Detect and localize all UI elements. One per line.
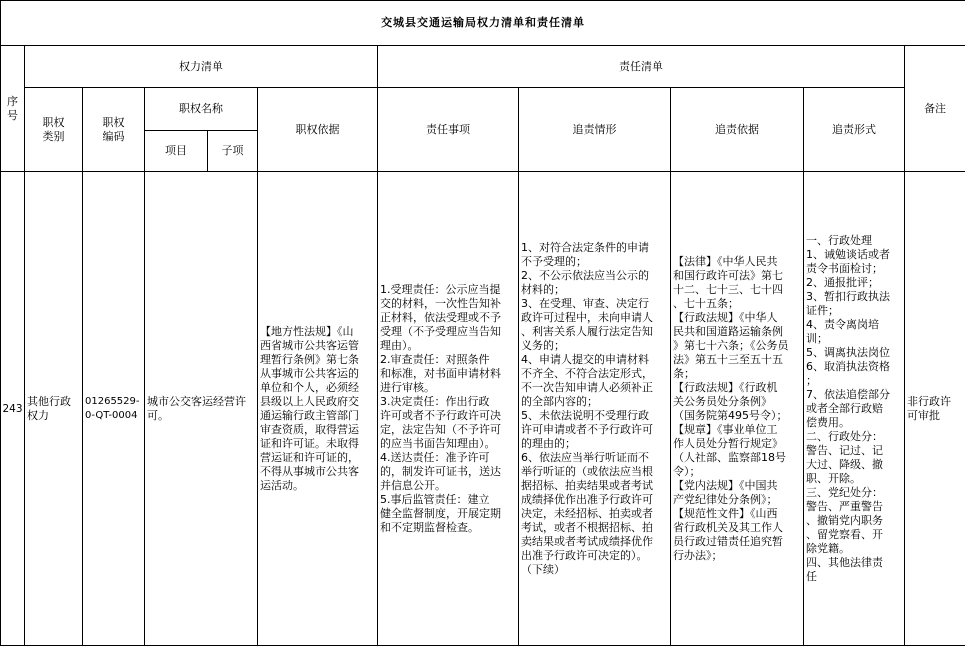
header-item: 项目 [145,131,208,172]
header-duty: 责任事项 [378,88,519,172]
cell-accountability-basis: 【法律】《中华人民共 和国行政许可法》第七 十二、七十三、七十四 、七十五条； 【行政法规】《中华人 民共和国道路运输条例 》第七十六条；《公务员 法》第五十三至五十五 条； 【行政法规】《行政机 关公务员处分条例》 （国务院第495号令）； 【规章】《事业单位工 作人员处分暂行规定》 （人社部、监察部18号 令）； 【党内法规】《中国共 产党纪律处分条例》； 【规范性文件】《山西 省行政机关及其工作人 员行政过错责任追究暂 行办法》； [671,172,804,646]
header-accountability-basis: 追责依据 [671,88,804,172]
cell-accountability-cases: 1、对符合法定条件的申请 不予受理的； 2、不公示依法应当公示的 材料的； 3、在受理、审查、决定行 政许可过程中，未向申请人 、利害关系人履行法定告知 义务的； 4、申请人提交的申请材料 不齐全、不符合法定形式， 不一次告知申请人必须补正 的全部内容的； 5、未依法说明不受理行政 许可申请或者不予行政许可 的理由的； 6、依法应当举行听证而不 举行听证的（或依法应当根 据招标、拍卖结果或者考试 成绩择优作出准予行政许可 决定，未经招标、拍卖或者 考试，或者不根据招标、拍 卖结果或者考试成绩择优作 出准予行政许可决定的）。 （下续） [519,172,671,646]
header-power-list: 权力清单 [25,46,378,88]
header-remarks: 备注 [905,46,965,172]
header-category: 职权 类别 [25,88,83,172]
header-seq: 序 号 [1,46,25,172]
header-responsibility-list: 责任清单 [378,46,905,88]
header-code: 职权 编码 [83,88,145,172]
cell-category: 其他行政 权力 [25,172,83,646]
cell-basis: 【地方性法规】《山 西省城市公共客运管 理暂行条例》第七条 从事城市公共客运的 单位和个人，必须经 县级以上人民政府交 通运输行政主管部门 审查资质，取得营运 证和许可证。未取得 营运证和许可证的， 不得从事城市公共客 运活动。 [258,172,378,646]
cell-accountability-forms: 一、行政处理 1、诫勉谈话或者 责令书面检讨； 2、通报批评； 3、暂扣行政执法 证件； 4、责令离岗培 训； 5、调离执法岗位 6、取消执法资格 ； 7、依法追偿部分 或者全部行政赔 偿费用。 二、行政处分： 警告、记过、记 大过、降级、撤 职、开除。 三、党纪处分： 警告、严重警告 、撤销党内职务 、留党察看、开 除党籍。 四、其他法律责 任 [804,172,905,646]
cell-item: 城市公交客运经营许 可。 [145,172,258,646]
header-accountability-cases: 追责情形 [519,88,671,172]
cell-code: 01265529- 0-QT-0004 [83,172,145,646]
header-accountability-forms: 追责形式 [804,88,905,172]
cell-remarks: 非行政许 可审批 [905,172,965,646]
cell-duty: 1.受理责任：公示应当提 交的材料，一次性告知补 正材料，依法受理或不予 受理（不予受理应当告知 理由）。 2.审查责任：对照条件 和标准，对书面申请材料 进行审核。 3.决定责任：作出行政 许可或者不予行政许可决 定，法定告知（不予许可 的应当书面告知理由）。 4.送达责任：准予许可 的，制发许可证书，送达 并信息公开。 5.事后监管责任：建立 健全监督制度，开展定期 和不定期监督检查。 [378,172,519,646]
header-subitem: 子项 [208,131,258,172]
header-name: 职权名称 [145,88,258,131]
cell-seq: 243 [1,172,25,646]
table-row [1,172,965,646]
page-title: 交城县交通运输局权力清单和责任清单 [1,1,965,46]
header-basis: 职权依据 [258,88,378,172]
